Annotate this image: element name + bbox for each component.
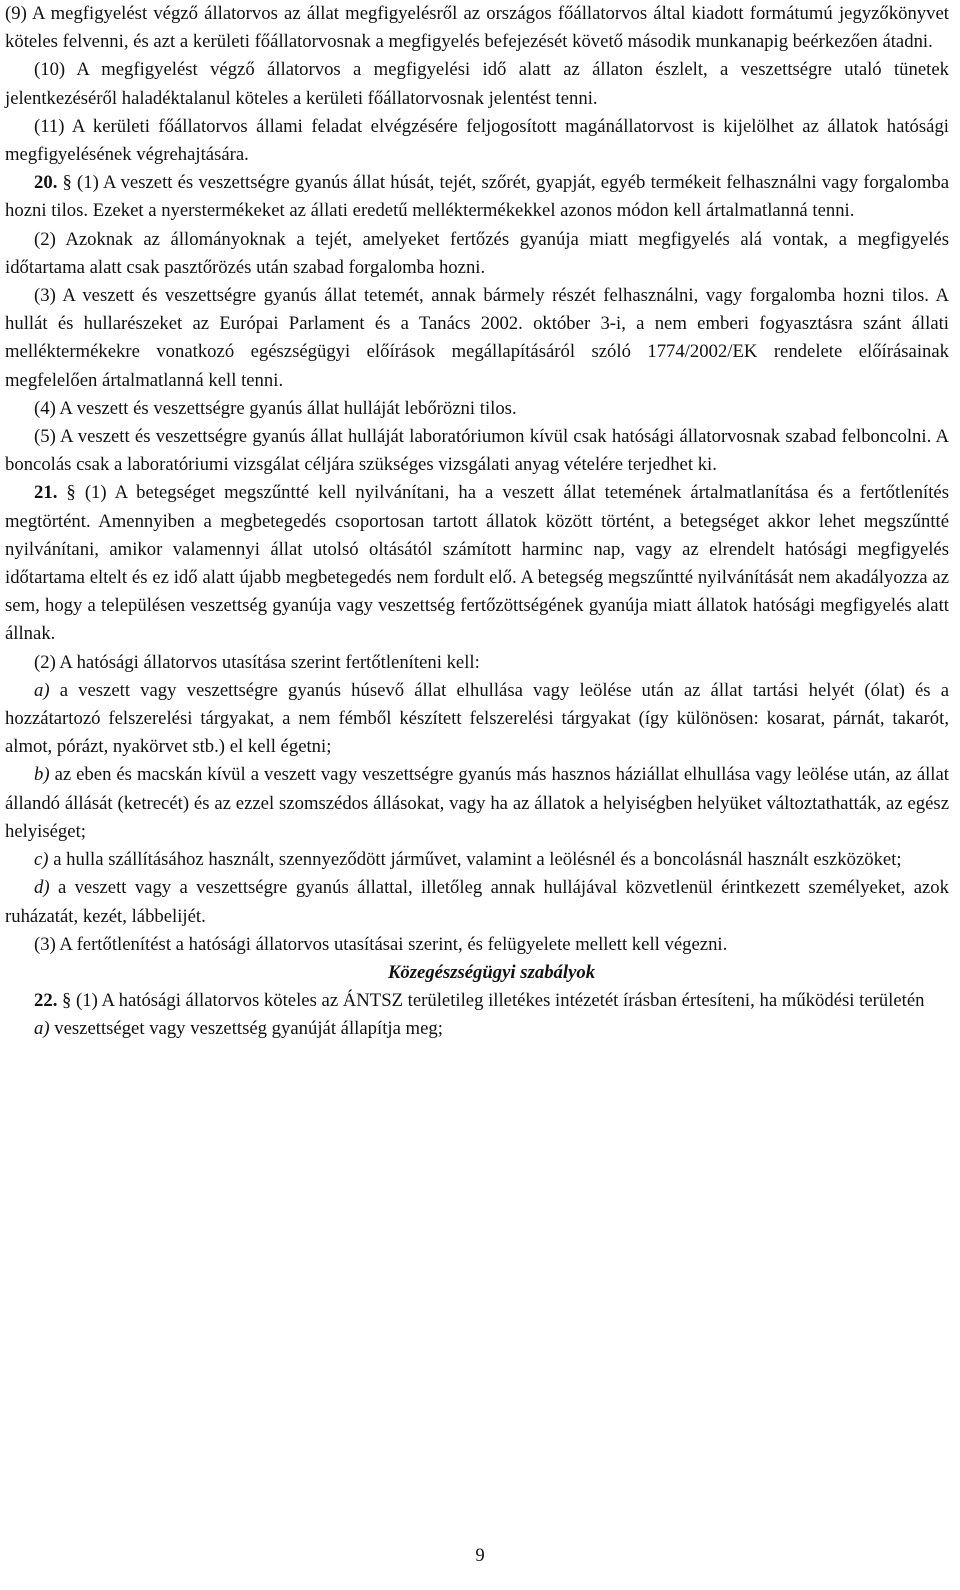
- paragraph-9: [5, 0, 949, 56]
- list-label: c): [34, 849, 49, 871]
- list-text: a veszett vagy a veszettségre gyanús állattal, illetőleg annak hullájával közvetlenül érintkezett személyeket, azok ruházatát, kezét, lábbelijét.: [5, 877, 949, 927]
- paragraph-text: (2) A hatósági állatorvos utasítása szerint fertőtleníteni kell:: [34, 651, 480, 673]
- list-label: d): [34, 877, 50, 899]
- section-number: 22.: [34, 990, 58, 1012]
- page-number: 9: [475, 1545, 485, 1566]
- list-item-a: [5, 677, 949, 762]
- section-20-paragraph-3: [5, 282, 949, 395]
- list-text: veszettséget vagy veszettség gyanúját állapítja meg;: [54, 1018, 443, 1040]
- paragraph-11: [5, 113, 949, 169]
- paragraph-text: (10) A megfigyelést végző állatorvos a megfigyelési idő alatt az állaton észlelt, a veszettségre utaló tünetek jelentkezéséről haladéktalanul köteles a kerületi főállatorvosnak jelentést tenni.: [5, 59, 949, 109]
- list-item-a-22: [5, 1015, 949, 1043]
- paragraph-text: (2) Azoknak az állományoknak a tejét, amelyeket fertőzés gyanúja miatt megfigyelés alá vontak, a megfigyelés időtartama alatt csak pasztőrözés után szabad forgalomba hozni.: [5, 228, 949, 278]
- section-20-paragraph-2: [5, 226, 949, 282]
- document-body: [5, 0, 949, 1044]
- paragraph-text: § (1) A veszett és veszettségre gyanús állat húsát, tejét, szőrét, gyapját, egyéb termékeit felhasználni vagy forgalomba hozni tilos. Ezeket a nyerstermékeket az állati eredetű melléktermékekkel azonos módon kell ártalmatlanná tenni.: [5, 172, 950, 222]
- section-heading: Közegészségügyi szabályok: [387, 961, 596, 983]
- paragraph-text: (3) A fertőtlenítést a hatósági állatorvos utasításai szerint, és felügyelete mellett kell végezni.: [34, 933, 728, 955]
- paragraph-text: (3) A veszett és veszettségre gyanús állat tetemét, annak bármely részét felhasználni, vagy forgalomba hozni tilos. A hullát és hullarészeket az Európai Parlament és a Tanács 2002. október 3-i, a nem emberi fogyasztásra szánt állati melléktermékekre vonatkozó egészségügyi előírások megállapításáról szóló 1774/2002/EK rendelete előírásainak megfelelően ártalmatlanná kell tenni.: [5, 285, 949, 391]
- section-21-paragraph-2: [5, 649, 949, 677]
- paragraph-text: (11) A kerületi főállatorvos állami feladat elvégzésére feljogosított magánállatorvost is kijelölhet az állatok hatósági megfigyelésének végrehajtására.: [5, 115, 949, 166]
- paragraph-text: (5) A veszett és veszettségre gyanús állat hulláját laboratóriumon kívül csak hatósági állatorvosnak szabad felboncolni. A boncolás csak a laboratóriumi vizsgálat céljára szükséges vizsgálati anyag vételére terjedhet ki.: [5, 426, 949, 476]
- list-text: a veszett vagy veszettségre gyanús húsevő állat elhullása vagy leölése után az állat tartási helyét (ólat) és a hozzátartozó felszerelési tárgyakat, a nem fémből készített felszerelési tárgyakat (így különösen: kosarat, párnát, takarót, almot, pórázt, nyakörvet stb.) el kell égetni;: [5, 679, 950, 758]
- paragraph-text: § (1) A hatósági állatorvos köteles az ÁNTSZ területileg illetékes intézetét írásban értesíteni, ha működési területén: [62, 990, 925, 1012]
- paragraph-text: § (1) A betegséget megszűntté kell nyilvánítani, ha a veszett állat tetemének ártalmatlanítása és a fertőtlenítés megtörtént. Amennyiben a megbetegedés csoportosan tartott állatok között történt, a betegséget akkor lehet megszűntté nyilvánítani, amikor valamennyi állat utolsó oltásától számított harminc nap, vagy az elrendelt hatósági megfigyelés időtartama eltelt és ez idő alatt újabb megbetegedés nem fordult elő. A betegség megszűntté nyilvánítását nem akadályozza az sem, hogy a településen veszettség gyanúja vagy veszettség fertőzöttségének gyanúja miatt állatok hatósági megfigyelés alatt állnak.: [5, 482, 949, 645]
- list-item-b: [5, 761, 949, 846]
- section-number: 20.: [34, 172, 58, 194]
- paragraph-10: [5, 56, 949, 112]
- list-item-d: [5, 874, 949, 930]
- list-item-c: [5, 846, 949, 874]
- section-20: [5, 169, 949, 225]
- section-21-paragraph-3: [5, 931, 949, 959]
- list-text: a hulla szállításához használt, szennyeződött járművet, valamint a leölésnél és a boncolásnál használt eszközöket;: [53, 849, 902, 871]
- list-text: az eben és macskán kívül a veszett vagy veszettségre gyanús más hasznos háziállat elhullása vagy leölése után, az állat állandó állását (ketrecét) és az ezzel szomszédos állásokat, vagy ha az állatok a helyiségben helyüket változtathatták, az egész helyiséget;: [5, 764, 949, 842]
- section-20-paragraph-5: [5, 423, 949, 479]
- section-number: 21.: [34, 482, 58, 504]
- section-21: [5, 479, 949, 648]
- section-22: [5, 987, 949, 1015]
- section-20-paragraph-4: [5, 395, 949, 423]
- list-label: b): [34, 764, 50, 786]
- list-label: a): [34, 679, 50, 701]
- paragraph-text: (9) A megfigyelést végző állatorvos az állat megfigyelésről az országos főállatorvos által kiadott formátumú jegyzőkönyvet köteles felvenni, és azt a kerületi főállatorvosnak a megfigyelés befejezését követő második munkanapig beérkezően átadni.: [5, 3, 949, 53]
- paragraph-text: (4) A veszett és veszettségre gyanús állat hulláját lebőrözni tilos.: [34, 397, 517, 419]
- list-label: a): [34, 1018, 50, 1040]
